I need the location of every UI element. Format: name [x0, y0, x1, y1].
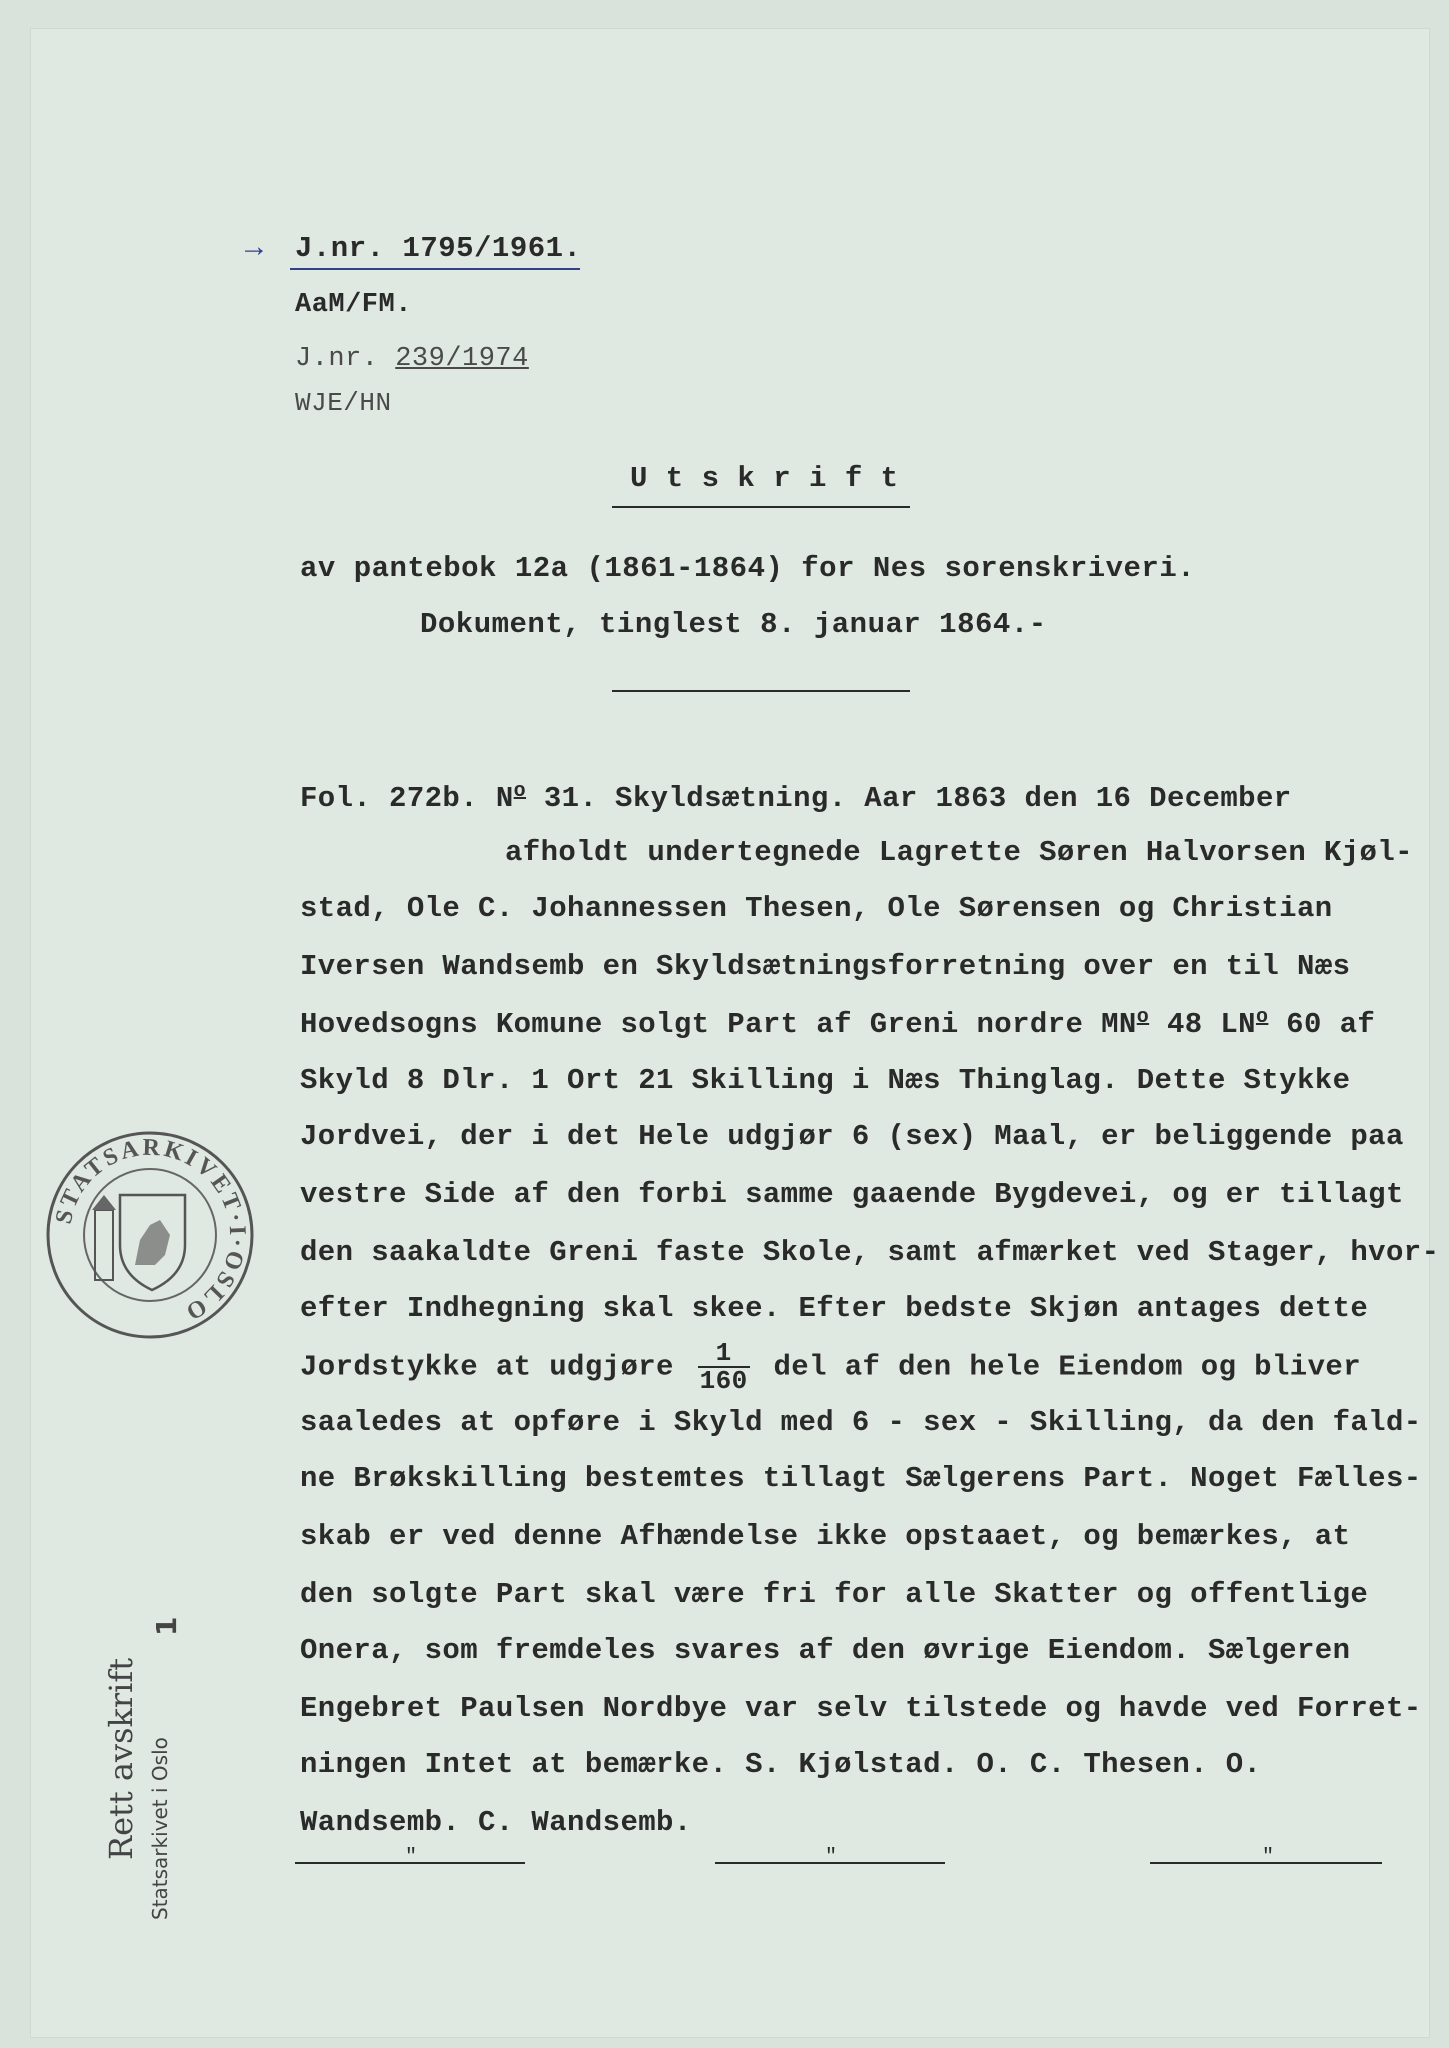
body-line-2: afholdt undertegnede Lagrette Søren Halvorsen Kjøl- — [505, 836, 1413, 869]
body-line-19: Wandsemb. C. Wandsemb. — [300, 1806, 692, 1839]
body-line-7: Jordvei, der i det Hele udgjør 6 (sex) Maal, er beliggende paa — [300, 1120, 1404, 1153]
archive-name-stamp: Statsarkivet i Oslo — [148, 1737, 172, 1920]
title-underline — [612, 506, 910, 508]
fraction: $\frac{1}{160}$ — [699, 1338, 748, 1396]
body-line-9: den saakaldte Greni faste Skole, samt afmærket ved Stager, hvor- — [300, 1236, 1440, 1269]
subtitle-date: Dokument, tinglest 8. januar 1864.- — [420, 608, 1047, 641]
body-line-10: efter Indhegning skal skee. Efter bedste Skjøn antages dette — [300, 1292, 1369, 1325]
journal-number-1: J.nr. 1795/1961. — [295, 232, 582, 265]
body-line-4: Iversen Wandsemb en Skyldsætningsforretning over en til Næs — [300, 950, 1351, 983]
body-line-14: skab er ved denne Afhændelse ikke opstaaet, og bemærkes, at — [300, 1520, 1351, 1553]
journal-number-2 — [295, 344, 529, 374]
body-line-17: Engebret Paulsen Nordbye var selv tilstede og havde ved Forret- — [300, 1692, 1422, 1725]
body-line-1: Fol. 272b. $N^o$ 31. Skyldsætning. Aar 1863 den 16 December — [300, 780, 1292, 815]
document-title: U t s k r i f t — [630, 462, 899, 495]
ditto-mark-2: " — [825, 1846, 838, 1869]
body-line-15: den solgte Part skal være fri for alle Skatter og offentlige — [300, 1578, 1369, 1611]
seal-text: STATSARKIVET·I·OSLO — [50, 1134, 251, 1327]
body-line-16: Onera, som fremdeles svares af den øvrige Eiendom. Sælgeren — [300, 1634, 1351, 1667]
journal-number-2-label: J.nr. — [295, 344, 379, 374]
lion-shield-icon — [92, 1195, 185, 1290]
journal-number-2-value: 239/1974 — [395, 344, 529, 374]
body-line-5: Hovedsogns Komune solgt Part af Greni nordre $MN^o$ 48 $LN^o$ 60 af — [300, 1006, 1376, 1041]
body-line-12: saaledes at opføre i Skyld med 6 - sex - Skilling, da den fald- — [300, 1406, 1422, 1439]
body-line-6: Skyld 8 Dlr. 1 Ort 21 Skilling i Næs Thinglag. Dette Stykke — [300, 1064, 1351, 1097]
body-line-18: ningen Intet at bemærke. S. Kjølstad. O. C. Thesen. O. — [300, 1748, 1262, 1781]
body-line-3: stad, Ole C. Johannessen Thesen, Ole Sørensen og Christian — [300, 892, 1333, 925]
initials-1: AaM/FM. — [295, 290, 412, 320]
initials-2: WJE/HN — [295, 388, 392, 418]
ditto-mark-1: " — [405, 1846, 418, 1869]
journal-underline — [290, 268, 580, 270]
section-divider — [612, 690, 910, 692]
archive-seal — [40, 1125, 260, 1345]
body-line-8: vestre Side af den forbi samme gaaende Bygdevei, og er tillagt — [300, 1178, 1404, 1211]
ditto-mark-3: " — [1262, 1846, 1275, 1869]
body-line-11: Jordstykke at udgjøre $\frac{1}{160}$ del af den hele Eiendom og bliver — [300, 1338, 1361, 1396]
arrow-right-icon: → — [245, 232, 264, 266]
stamp-mark: 1 — [150, 1616, 183, 1636]
subtitle-source: av pantebok 12a (1861-1864) for Nes sorenskriveri. — [300, 552, 1196, 585]
body-line-13: ne Brøkskilling bestemtes tillagt Sælgerens Part. Noget Fælles- — [300, 1462, 1422, 1495]
certified-copy-stamp: Rett avskrift — [102, 1657, 140, 1860]
